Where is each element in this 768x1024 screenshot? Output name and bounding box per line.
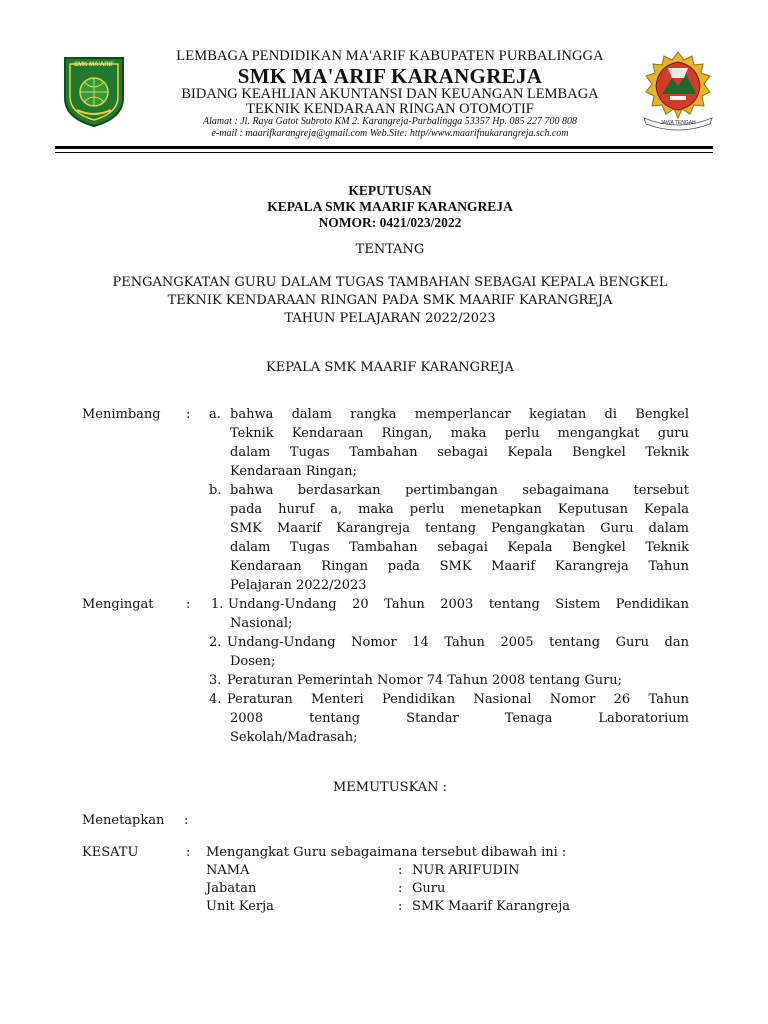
- mengingat-item-line: Peraturan Menteri Pendidikan Nasional Nomor 26 Tahun: [227, 692, 689, 707]
- menimbang-b-line: pada huruf a, maka perlu menetapkan Keputusan Kepala: [230, 502, 689, 517]
- menimbang-b-line: SMK Maarif Karangreja tentang Pengangkatan Guru dalam: [230, 521, 689, 536]
- menimbang-a-line: Kendaraan Ringan;: [230, 464, 357, 479]
- address-line: Alamat : Jl. Raya Gatot Subroto KM 2. Karangreja-Purbalingga 53357 Hp. 085 227 700 808: [203, 116, 577, 127]
- field-colon: :: [398, 899, 403, 914]
- mengingat-item-line: Peraturan Pemerintah Nomor 74 Tahun 2008 tentang Guru;: [227, 673, 623, 688]
- tentang-label: TENTANG: [355, 242, 425, 257]
- mengingat-colon: :: [186, 597, 191, 612]
- menimbang-b-line: bahwa berdasarkan pertimbangan sebagaimana tersebut: [230, 483, 689, 498]
- kesatu-colon: :: [186, 845, 191, 860]
- menimbang-a-line: dalam Tugas Tambahan sebagai Kepala Bengkel Teknik: [230, 445, 689, 460]
- field-colon: :: [398, 881, 403, 896]
- field-colon: :: [398, 863, 403, 878]
- field-label: Unit Kerja: [206, 899, 274, 914]
- letterhead-divider: [55, 146, 713, 149]
- program-line: TEKNIK KENDARAAN RINGAN OTOMOTIF: [246, 101, 534, 117]
- field-value: Guru: [412, 881, 446, 896]
- menimbang-b-line: Pelajaran 2022/2023: [230, 578, 367, 593]
- menimbang-colon: :: [186, 407, 191, 422]
- mengingat-item-line: Undang-Undang Nomor 14 Tahun 2005 tentang Guru dan: [227, 635, 689, 650]
- letterhead-divider-thin: [55, 152, 713, 153]
- kesatu-text: Mengangkat Guru sebagaimana tersebut dibawah ini :: [206, 845, 567, 860]
- issuer-title: KEPALA SMK MAARIF KARANGREJA: [267, 199, 513, 214]
- menimbang-b-line: dalam Tugas Tambahan sebagai Kepala Bengkel Teknik: [230, 540, 689, 555]
- province-emblem-text: JAWA TENGAH: [660, 120, 696, 126]
- mengingat-item-line: Nasional;: [230, 616, 293, 631]
- subject-line-3: TAHUN PELAJARAN 2022/2023: [284, 311, 496, 326]
- menimbang-a-marker: a.: [209, 407, 221, 422]
- mengingat-item-line: 2008 tentang Standar Tenaga Laboratorium: [230, 711, 689, 726]
- mengingat-item-line: Sekolah/Madrasah;: [230, 730, 358, 745]
- menimbang-a-line: bahwa dalam rangka memperlancar kegiatan di Bengkel: [230, 407, 689, 422]
- kesatu-label: KESATU: [82, 845, 139, 860]
- subject-line-1: PENGANGKATAN GURU DALAM TUGAS TAMBAHAN SEBAGAI KEPALA BENGKEL: [112, 275, 668, 290]
- document-type: KEPUTUSAN: [348, 183, 432, 198]
- field-label: NAMA: [206, 863, 250, 878]
- mengingat-item-marker: 3.: [209, 673, 222, 688]
- menimbang-b-marker: b.: [209, 483, 222, 498]
- field-value: SMK Maarif Karangreja: [412, 899, 570, 914]
- mengingat-item-line: Undang-Undang 20 Tahun 2003 tentang Sistem Pendidikan: [228, 597, 689, 612]
- mengingat-label: Mengingat: [82, 597, 154, 612]
- mengingat-item-marker: 2.: [209, 635, 222, 650]
- mengingat-item-line: Dosen;: [230, 654, 276, 669]
- field-label: Jabatan: [206, 881, 257, 896]
- subject-line-2: TEKNIK KENDARAAN RINGAN PADA SMK MAARIF KARANGREJA: [167, 293, 613, 308]
- department-line: BIDANG KEAHLIAN AKUNTANSI DAN KEUANGAN LEMBAGA: [181, 86, 599, 102]
- school-logo-text: SMK MA'ARIF: [74, 62, 114, 68]
- menimbang-b-line: Kendaraan Ringan pada SMK Maarif Karangreja Tahun: [230, 559, 689, 574]
- field-value: NUR ARIFUDIN: [412, 863, 520, 878]
- contact-line: e-mail : maarifkarangreja@gmail.com Web.Site: http//www.maarifnukarangreja.sch.com: [211, 128, 569, 139]
- mengingat-item-marker: 4.: [209, 692, 222, 707]
- school-name: SMK MA'ARIF KARANGREJA: [237, 64, 543, 88]
- memutuskan-heading: MEMUTUSKAN :: [332, 780, 448, 795]
- menimbang-a-line: Teknik Kendaraan Ringan, maka perlu mengangkat guru: [230, 426, 689, 441]
- foundation-name: LEMBAGA PENDIDIKAN MA'ARIF KABUPATEN PURBALINGGA: [176, 48, 604, 64]
- menetapkan-colon: :: [184, 813, 189, 828]
- mengingat-item-marker: 1.: [211, 597, 224, 612]
- issuer-heading: KEPALA SMK MAARIF KARANGREJA: [266, 360, 514, 375]
- menetapkan-label: Menetapkan: [82, 813, 165, 828]
- decree-number: NOMOR: 0421/023/2022: [318, 215, 462, 230]
- menimbang-label: Menimbang: [82, 407, 161, 422]
